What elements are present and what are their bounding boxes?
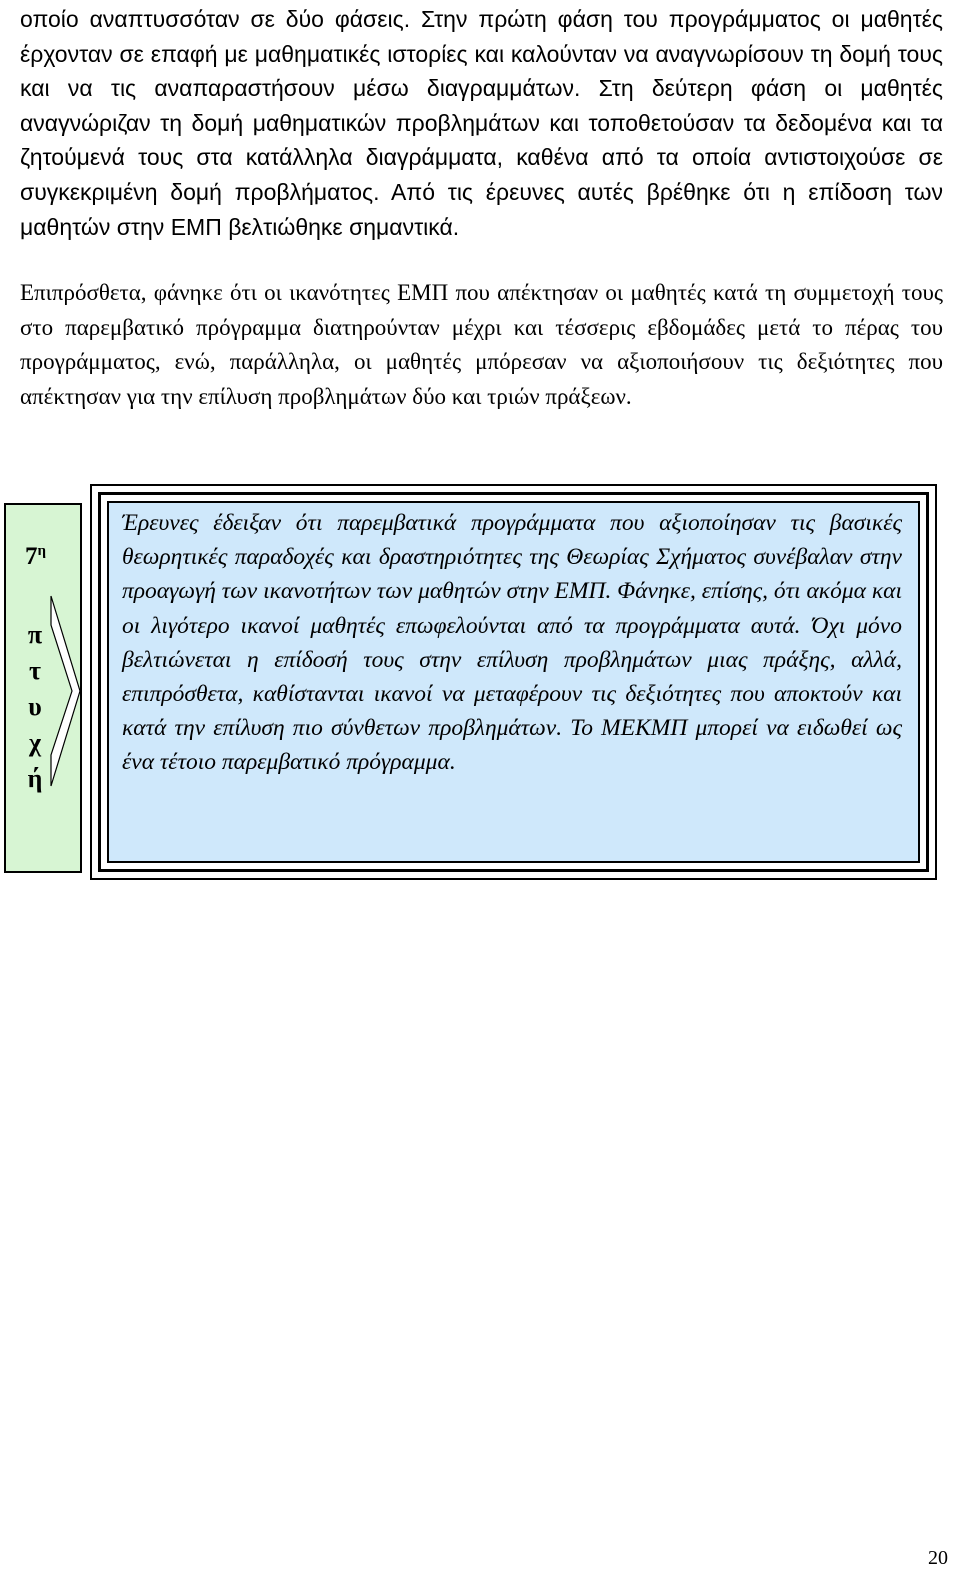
body-paragraph-1: οποίο αναπτυσσόταν σε δύο φάσεις. Στην πρώτη φάση του προγράμματος οι μαθητές έρχονταν σε επαφή με μαθηματικές ιστορίες και καλούνταν να αναγνωρίσουν τη δομή τους και να τις αναπαραστήσουν μέσω διαγραμμάτων. Στη δεύτερη φάση οι μαθητές αναγνώριζαν τη δομή μαθηματικών προβλημάτων και τοποθετούσαν τα δεδομένα και τα ζητούμενά τους στα κατάλληλα διαγράμματα, καθένα από τα οποία αντιστοιχούσε σε συγκεκριμένη δομή προβλήματος. Από τις έρευνες αυτές βρέθηκε ότι η επίδοση των μαθητών στην ΕΜΠ βελτιώθηκε σημαντικά. (20, 6, 943, 240)
highlight-box-content (107, 501, 920, 863)
side-label-digit: 7 (25, 543, 38, 570)
side-label-letter: ή (27, 764, 43, 793)
right-arrow-icon (50, 595, 82, 787)
side-label-superscript: η (37, 543, 47, 559)
body-paragraph-2: Επιπρόσθετα, φάνηκε ότι οι ικανότητες ΕΜΠ που απέκτησαν οι μαθητές κατά τη συμμετοχή τους στο παρεμβατικό πρόγραμμα διατηρούνταν μέχρι και τέσσερις εβδομάδες μετά το πέρας του προγράμματος, ενώ, παράλληλα, οι μαθητές μπόρεσαν να αξιοποιήσουν τις δεξιότητες που απέκτησαν για την επίλυση προβλημάτων δύο και τριών πράξεων. (20, 280, 943, 409)
side-label-letter: υ (28, 692, 42, 721)
side-label-letter: τ (29, 656, 41, 685)
side-label-letters (23, 617, 47, 797)
highlight-text: Έρευνες έδειξαν ότι παρεμβατικά προγράμματα που αξιοποίησαν τις βασικές θεωρητικές παραδοχές και δραστηριότητες της Θεωρίας Σχήματος συνέβαλαν στην προαγωγή των ικανοτήτων των μαθητών στην ΕΜΠ. Φάνηκε, επίσης, ότι ακόμα και οι λιγότερο ικανοί μαθητές επωφελούνται από τα προγράμματα αυτά. Όχι μόνο βελτιώνεται η επίδοσή τους στην επίλυση προβλημάτων μιας πράξης, αλλά, επιπρόσθετα, καθίστανται ικανοί να μεταφέρουν τις δεξιότητες που αποκτούν και κατά την επίλυση πιο σύνθετων προβλημάτων. Το ΜΕΚΜΠ μπορεί να ειδωθεί ως ένα τέτοιο παρεμβατικό πρόγραμμα. (122, 510, 902, 776)
side-label-number (25, 543, 46, 571)
highlight-box-border (98, 492, 929, 872)
side-label-box (4, 503, 82, 873)
page-number: 20 (928, 1547, 948, 1569)
highlight-box (90, 484, 937, 880)
side-label-letter: π (27, 620, 43, 649)
side-label-letter: χ (28, 728, 41, 757)
